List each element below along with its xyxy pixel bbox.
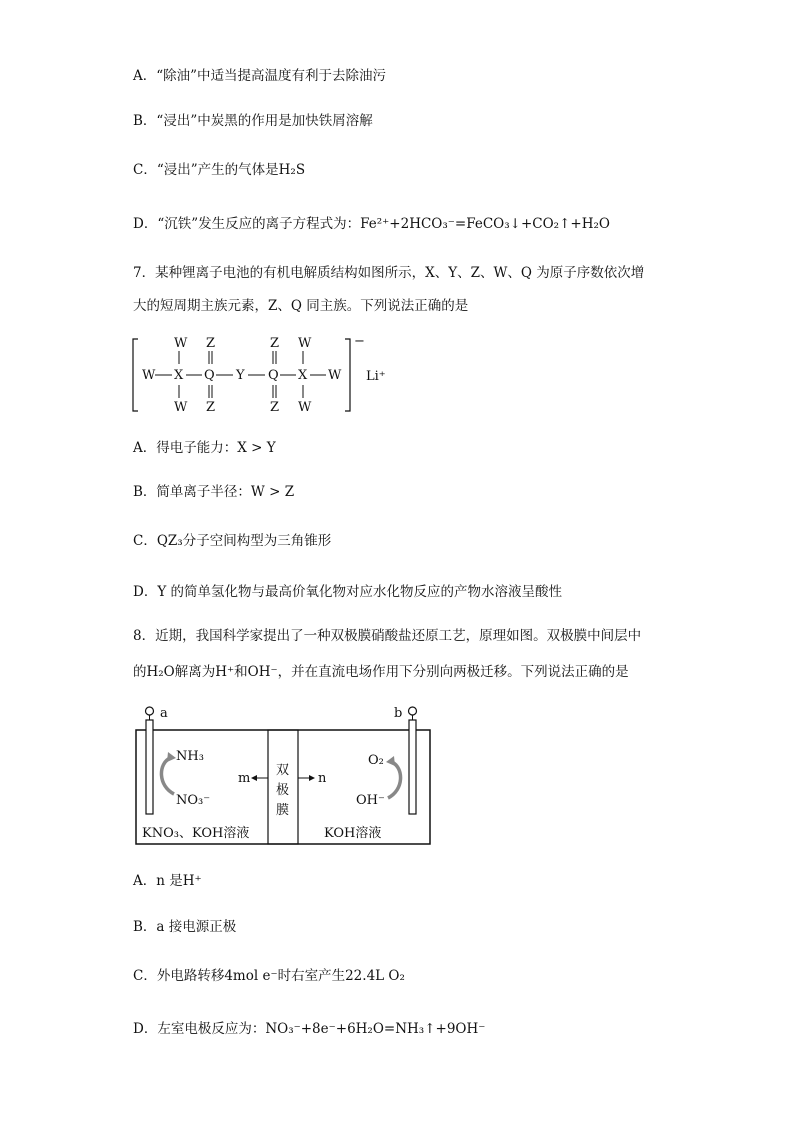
q8-option-c-formula: 22.4L O₂ <box>345 968 405 984</box>
q8-option-a-text: A．n 是 <box>133 873 183 889</box>
q8-stem-text-b: 解离为 <box>174 664 216 680</box>
struct-w-bottom-right: W <box>298 400 312 415</box>
q8-option-c <box>133 966 405 986</box>
struct-z-bottom-right: Z <box>270 400 280 415</box>
q8-cell-svg <box>130 706 440 856</box>
membrane-char-1: 双 <box>276 763 290 778</box>
n-ion-label: n <box>318 771 327 786</box>
q6-option-c-text: C．“浸出”产生的气体是 <box>133 162 279 178</box>
q8-stem-h2o: H₂O <box>146 664 175 680</box>
q6-option-d-text: D．“沉铁”发生反应的离子方程式为： <box>133 216 361 232</box>
q8-option-d <box>133 1019 485 1039</box>
left-reactant-no3: NO₃⁻ <box>176 793 211 808</box>
q7-option-c-formula: QZ₃ <box>156 533 183 549</box>
q6-option-c-formula: H₂S <box>278 162 306 178</box>
struct-z-top-right: Z <box>270 336 280 351</box>
q7-option-a: A．得电子能力：X > Y <box>133 440 276 456</box>
q7-option-b: B．简单离子半径：W > Z <box>133 484 295 500</box>
q7-option-d: D．Y 的简单氢化物与最高价氧化物对应水化物反应的产物水溶液呈酸性 <box>133 584 563 600</box>
right-product-o2: O₂ <box>368 753 384 768</box>
q7-stem-line2: 大的短周期主族元素，Z、Q 同主族。下列说法正确的是 <box>133 298 469 314</box>
q8-option-d-formula: NO₃⁻+8e⁻+6H₂O=NH₃↑+9OH⁻ <box>265 1021 486 1037</box>
struct-w-left: W <box>142 368 156 383</box>
struct-w-top-right: W <box>298 336 312 351</box>
struct-charge: − <box>354 335 365 349</box>
q8-stem-text-a: 的 <box>133 664 147 680</box>
q8-option-a-formula: H⁺ <box>182 873 202 889</box>
q8-option-c-text-2: 时右室产生 <box>277 968 346 984</box>
right-solution-label: KOH溶液 <box>324 826 382 841</box>
q8-stem-text-d: ，并在直流电场作用下分别向两极迁移。下列说法正确的是 <box>277 664 629 680</box>
left-product-nh3: NH₃ <box>176 749 204 764</box>
q8-option-a <box>133 871 202 891</box>
struct-w-bottom-left: W <box>174 400 188 415</box>
electrode-a-label: a <box>160 706 168 721</box>
q6-option-c <box>133 160 305 180</box>
q8-electrolysis-diagram <box>130 706 440 856</box>
q8-stem-text-c: 和 <box>234 664 248 680</box>
struct-w-top-left: W <box>174 336 188 351</box>
struct-x-left: X <box>174 368 184 383</box>
struct-z-top-left: Z <box>206 336 216 351</box>
q7-option-c-prefix: C． <box>133 533 157 549</box>
struct-x-right: X <box>298 368 308 383</box>
struct-q-left: Q <box>204 368 215 383</box>
q8-option-d-text: D．左室电极反应为： <box>133 1021 266 1037</box>
left-curved-arrow <box>161 758 174 794</box>
membrane-char-2: 极 <box>276 783 290 798</box>
m-ion-label: m <box>238 771 251 786</box>
q8-option-b: B．a 接电源正极 <box>133 919 237 935</box>
q6-option-d <box>133 214 610 234</box>
q8-stem-h: H⁺ <box>215 664 235 680</box>
struct-z-bottom-left: Z <box>206 400 216 415</box>
struct-w-right: W <box>328 368 342 383</box>
q6-option-d-formula: Fe²⁺+2HCO₃⁻=FeCO₃↓+CO₂↑+H₂O <box>360 216 610 232</box>
q8-stem-oh: OH⁻ <box>247 664 278 680</box>
right-reactant-oh: OH⁻ <box>356 793 385 808</box>
electrode-b-label: b <box>394 706 403 721</box>
struct-counter-ion: Li⁺ <box>366 369 386 384</box>
q6-option-b: B．“浸出”中炭黑的作用是加快铁屑溶解 <box>133 113 373 129</box>
q7-structure-svg <box>130 335 390 415</box>
struct-q-right: Q <box>268 368 279 383</box>
q6-option-a: A．“除油”中适当提高温度有利于去除油污 <box>133 68 387 84</box>
q8-stem-line2 <box>133 662 629 682</box>
q7-stem-line1: 7．某种锂离子电池的有机电解质结构如图所示，X、Y、Z、W、Q 为原子序数依次增 <box>133 265 645 281</box>
q7-option-c <box>133 531 331 551</box>
q7-structure-diagram <box>130 335 390 415</box>
struct-y: Y <box>236 368 245 383</box>
q8-stem-line1: 8．近期，我国科学家提出了一种双极膜硝酸盐还原工艺，原理如图。双极膜中间层中 <box>133 628 642 644</box>
q8-option-c-text-1: C．外电路转移 <box>133 968 225 984</box>
right-curved-arrow <box>388 762 401 798</box>
left-solution-label: KNO₃、KOH溶液 <box>142 826 250 841</box>
q8-option-c-electrons: 4mol e⁻ <box>224 968 278 984</box>
membrane-char-3: 膜 <box>276 803 290 818</box>
q7-option-c-text: 分子空间构型为三角锥形 <box>182 533 332 549</box>
